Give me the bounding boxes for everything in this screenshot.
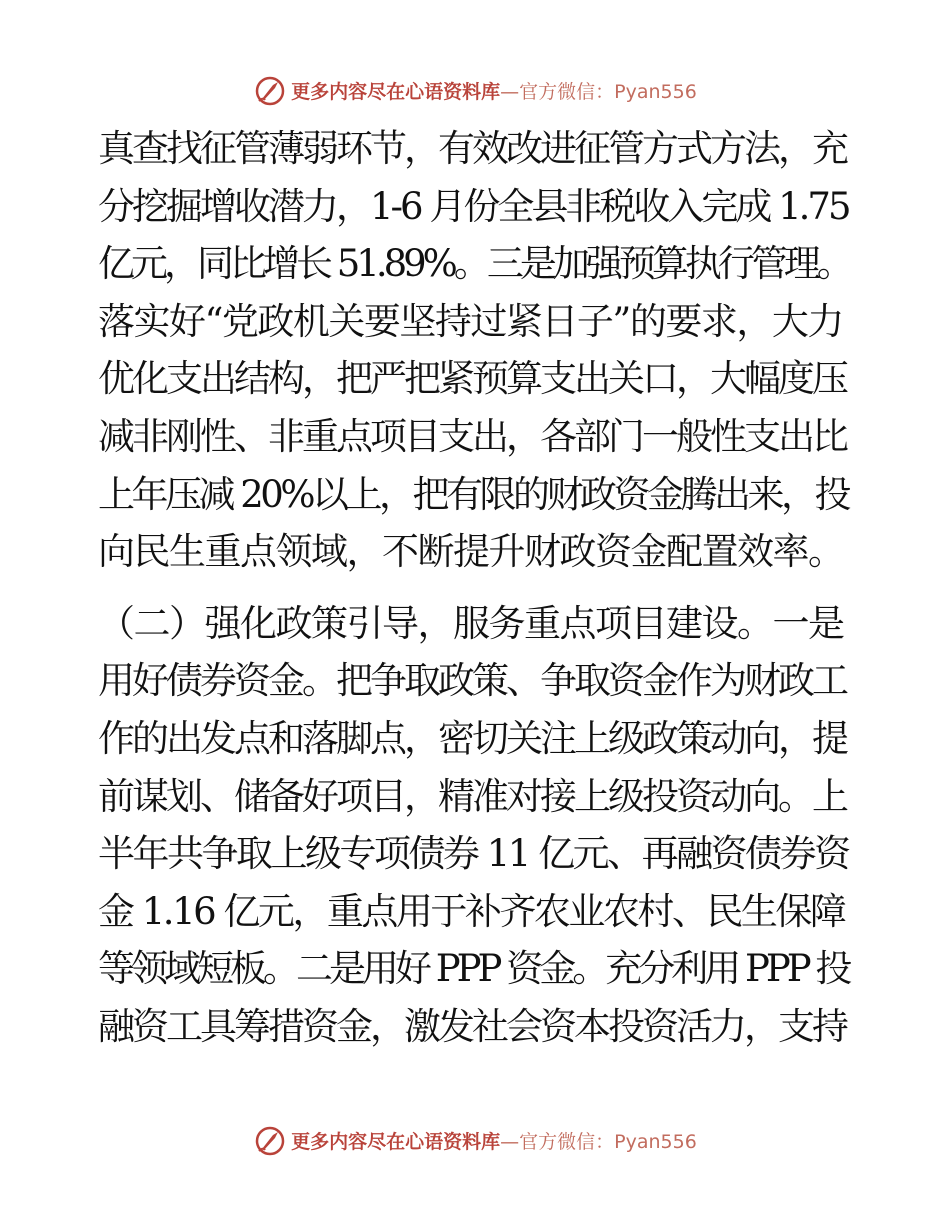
text-line: 减非刚性、非重点项目支出，各部门一般性支出比 (98, 414, 846, 458)
brush-logo-icon (253, 1123, 287, 1157)
brush-logo-icon (253, 73, 287, 107)
paragraph-2 (98, 595, 858, 1056)
text-line: 融资工具筹措资金，激发社会资本投资活力，支持 (98, 1004, 846, 1048)
watermark-sub-text: —官方微信：Pyan556 (500, 80, 697, 103)
text-line: 优化支出结构，把严把紧预算支出关口，大幅度压 (98, 357, 846, 401)
footer-watermark (0, 1120, 950, 1160)
text-line: 前谋划、储备好项目，精准对接上级投资动向。上 (98, 774, 846, 818)
text-line: 作的出发点和落脚点，密切关注上级政策动向，提 (98, 716, 846, 760)
document-body (98, 120, 858, 1056)
paragraph-1 (98, 120, 858, 581)
header-watermark (0, 70, 950, 110)
text-line: 亿元，同比增长 51.89%。三是加强预算执行管理。 (98, 242, 850, 286)
watermark-main-text: 更多内容尽在心语资料库 (291, 1130, 501, 1153)
text-line: （二）强化政策引导，服务重点项目建设。一是 (98, 601, 844, 645)
text-line: 真查找征管薄弱环节，有效改进征管方式方法，充 (98, 127, 846, 170)
watermark-main-text: 更多内容尽在心语资料库 (291, 80, 501, 103)
text-line: 落实好“党政机关要坚持过紧日子”的要求，大力 (98, 299, 843, 343)
text-line: 等领域短板。二是用好 PPP 资金。充分利用 PPP 投 (98, 947, 849, 991)
text-line: 分挖掘增收潜力，1-6 月份全县非税收入完成 1.75 (98, 184, 849, 228)
watermark-text (291, 1127, 697, 1154)
text-line: 用好债券资金。把争取政策、争取资金作为财政工 (98, 659, 846, 703)
text-line: 向民生重点领域，不断提升财政资金配置效率。 (98, 530, 844, 574)
watermark-sub-text: —官方微信：Pyan556 (500, 1130, 697, 1153)
watermark-text (291, 77, 697, 104)
text-line: 金 1.16 亿元，重点用于补齐农业农村、民生保障 (98, 889, 845, 933)
text-line: 半年共争取上级专项债券 11 亿元、再融资债券资 (98, 832, 849, 876)
text-line: 上年压减 20%以上，把有限的财政资金腾出来，投 (98, 472, 848, 516)
